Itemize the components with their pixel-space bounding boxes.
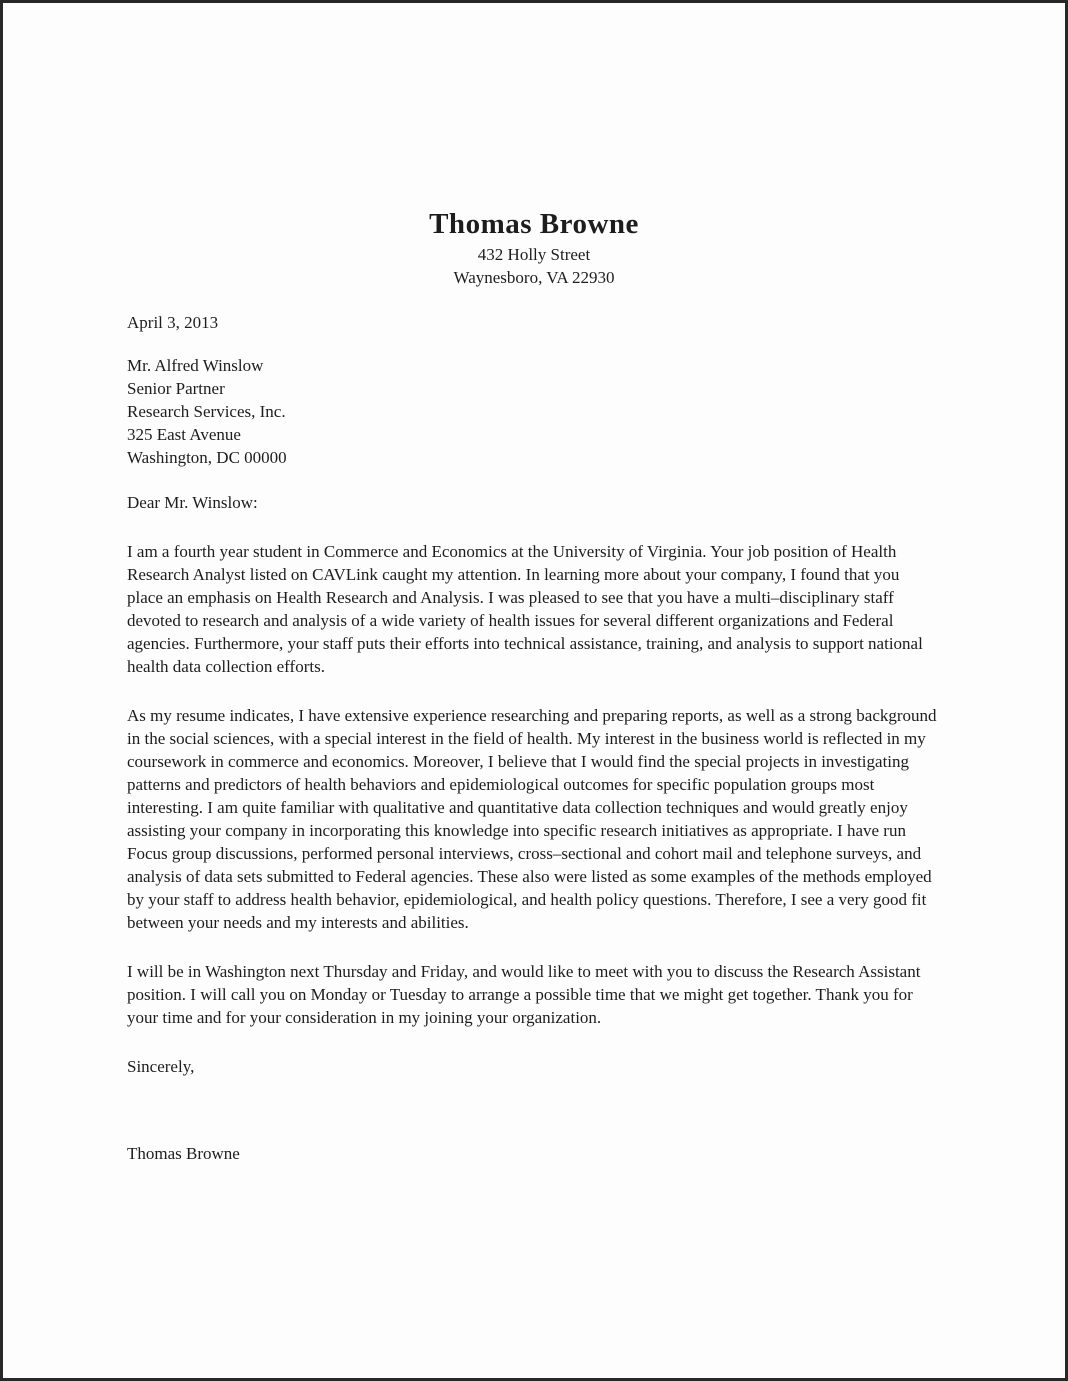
recipient-name: Mr. Alfred Winslow bbox=[127, 356, 264, 375]
letterhead bbox=[3, 3, 1065, 289]
closing-salutation: Sincerely, bbox=[127, 1057, 195, 1076]
recipient-title: Senior Partner bbox=[127, 379, 225, 398]
paragraph-experience: As my resume indicates, I have extensive experience researching and preparing reports, as well as a strong background in the social sciences, with a special interest in the field of health. My interest in the business world is reflected in my coursework in commerce and economics. Moreover, I believe that I would find the special projects in investigating patterns and predictors of health behaviors and epidemiological outcomes for specific population groups most interesting. I am quite familiar with qualitative and quantitative data collection techniques and would greatly enjoy assisting your company in incorporating this knowledge into specific research initiatives as appropriate. I have run Focus group discussions, performed personal interviews, cross–sectional and cohort mail and telephone surveys, and analysis of data sets submitted to Federal agencies. These also were listed as some examples of the methods employed by your staff to address health behavior, epidemiological, and health policy questions. Therefore, I see a very good fit between your needs and my interests and abilities. bbox=[127, 706, 937, 932]
recipient-city: Washington, DC 00000 bbox=[127, 448, 287, 467]
sender-address-line2: Waynesboro, VA 22930 bbox=[453, 268, 615, 287]
sender-name: Thomas Browne bbox=[429, 208, 639, 240]
letter-date: April 3, 2013 bbox=[127, 313, 219, 332]
recipient-street: 325 East Avenue bbox=[127, 425, 241, 444]
salutation: Dear Mr. Winslow: bbox=[127, 493, 258, 512]
signature-name: Thomas Browne bbox=[127, 1144, 240, 1163]
sender-address-line1: 432 Holly Street bbox=[477, 245, 591, 264]
recipient-address-block bbox=[127, 354, 939, 469]
paragraph-follow-up: I will be in Washington next Thursday and Friday, and would like to meet with you to discuss the Research Assistant position. I will call you on Monday or Tuesday to arrange a possible time that we might get together. Thank you for your time and for your consideration in my joining your organization. bbox=[127, 962, 921, 1027]
letter-body bbox=[3, 311, 1065, 1165]
paragraph-introduction: I am a fourth year student in Commerce and Economics at the University of Virginia. Your job position of Health Research Analyst listed on CAVLink caught my attention. In learning more about your company, I found that you place an emphasis on Health Research and Analysis. I was pleased to see that you have a multi–disciplinary staff devoted to research and analysis of a wide variety of health issues for several different organizations and Federal agencies. Furthermore, your staff puts their efforts into technical assistance, training, and analysis to support national health data collection efforts. bbox=[127, 542, 923, 676]
recipient-company: Research Services, Inc. bbox=[127, 402, 286, 421]
